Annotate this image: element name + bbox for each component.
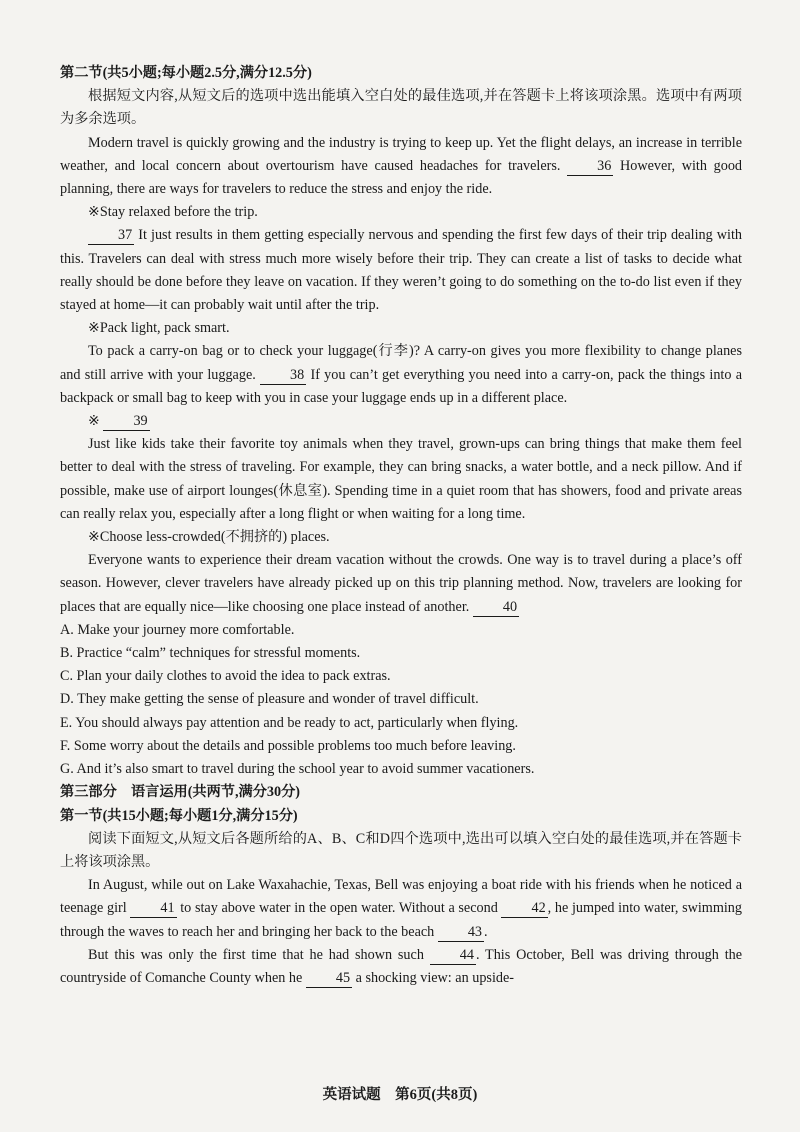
passage-paragraph-3: To pack a carry-on bag or to check your luggage(行李)? A carry-on gives you more flexibility to change planes and still arrive with your luggage. 38 If you can’t get everything you need into a carry-on, pack the things into a backpack or small bag to keep with you in case your luggage ends up in a different place. (60, 343, 743, 406)
passage-paragraph-2: 37 It just results in them getting especially nervous and spending the first few days of their trip dealing with this. Travelers can deal with stress much more wisely before their trip. They can create a list of tasks to decide what really should be done before they leave on vacation. If they weren’t going to do something on the to-do list even if they stayed at home—it can probably wait until after the trip. (60, 227, 742, 314)
part3-heading: 第三部分 语言运用(共两节,满分30分) (60, 784, 300, 801)
passage-paragraph-5: Everyone wants to experience their dream vacation without the crowds. One way is to travel during a place’s off season. However, clever travelers have already picked up on this trip planning method. Now, travelers are looking for places that are equally nice—like choosing one place instead of another. 40 (60, 552, 742, 615)
passage-paragraph-4: Just like kids take their favorite toy animals when they travel, grown-ups can bring things that make them feel better to deal with the stress of traveling. For example, they can bring snacks, a water bottle, and a neck pillow. And if possible, make use of airport lounges(休息室). Spending time in a quiet room that has showers, food and private areas can really relax you, especially after a long flight or when waiting for a long time. (60, 436, 742, 522)
part3-instruction: 阅读下面短文,从短文后各题所给的A、B、C和D四个选项中,选出可以填入空白处的最佳选项,并在答题卡上将该项涂黑。 (60, 830, 742, 870)
cloze-paragraph-1: In August, while out on Lake Waxahachie, Texas, Bell was enjoying a boat ride with his friends when he noticed a teenage girl 41 to stay above water in the open water. Without a second 42 , he jumped into water, swimming through the waves to reach her and bringing her back to the beach 43 . (60, 877, 742, 940)
option-d: D. They make getting the sense of pleasure and wonder of travel difficult. (60, 691, 479, 708)
option-a: A. Make your journey more comfortable. (60, 621, 295, 638)
part3-subheading: 第一节(共15小题;每小题1分,满分15分) (60, 807, 298, 824)
blank-38: 38 (260, 367, 306, 385)
subheading-less-crowded: ※Choose less-crowded(不拥挤的) places. (88, 529, 330, 546)
option-b: B. Practice “calm” techniques for stressful moments. (60, 645, 361, 662)
blank-44: 44 (430, 947, 476, 965)
blank-40: 40 (473, 599, 519, 617)
section-heading: 第二节(共5小题;每小题2.5分,满分12.5分) (60, 65, 312, 81)
subheading-blank-39: ※ 39 (88, 413, 148, 430)
page-footer: 英语试题 第6页(共8页) (322, 1087, 478, 1103)
option-g: G. And it’s also smart to travel during the school year to avoid summer vacationers. (60, 761, 535, 778)
passage-paragraph-1: Modern travel is quickly growing and the industry is trying to keep up. Yet the flight delays, an increase in terrible weather, and local concern about overtourism have caused headaches for travelers. 36 However, with good planning, there are ways for travelers to reduce the stress and enjoy the ride. (60, 134, 743, 198)
blank-42: 42 (501, 900, 547, 918)
option-c: C. Plan your daily clothes to avoid the idea to pack extras. (60, 668, 391, 685)
option-e: E. You should always pay attention and be ready to act, particularly when flying. (60, 714, 519, 731)
option-f: F. Some worry about the details and possible problems too much before leaving. (60, 737, 516, 754)
blank-45: 45 (306, 970, 352, 988)
subheading-pack-light: ※Pack light, pack smart. (88, 320, 230, 337)
cloze-paragraph-2: But this was only the first time that he had shown such 44 . This October, Bell was driving through the countryside of Comanche County when he 45 a shocking view: an upside- (60, 946, 743, 986)
section-instruction: 根据短文内容,从短文后的选项中选出能填入空白处的最佳选项,并在答题卡上将该项涂黑。选项中有两项为多余选项。 (60, 88, 742, 128)
options-list (60, 619, 742, 781)
blank-36: 36 (567, 158, 613, 176)
subheading-stay-relaxed: ※Stay relaxed before the trip. (88, 204, 258, 221)
blank-43: 43 (438, 924, 484, 942)
blank-37: 37 (88, 227, 134, 245)
blank-39: 39 (103, 413, 149, 431)
blank-41: 41 (130, 900, 176, 918)
